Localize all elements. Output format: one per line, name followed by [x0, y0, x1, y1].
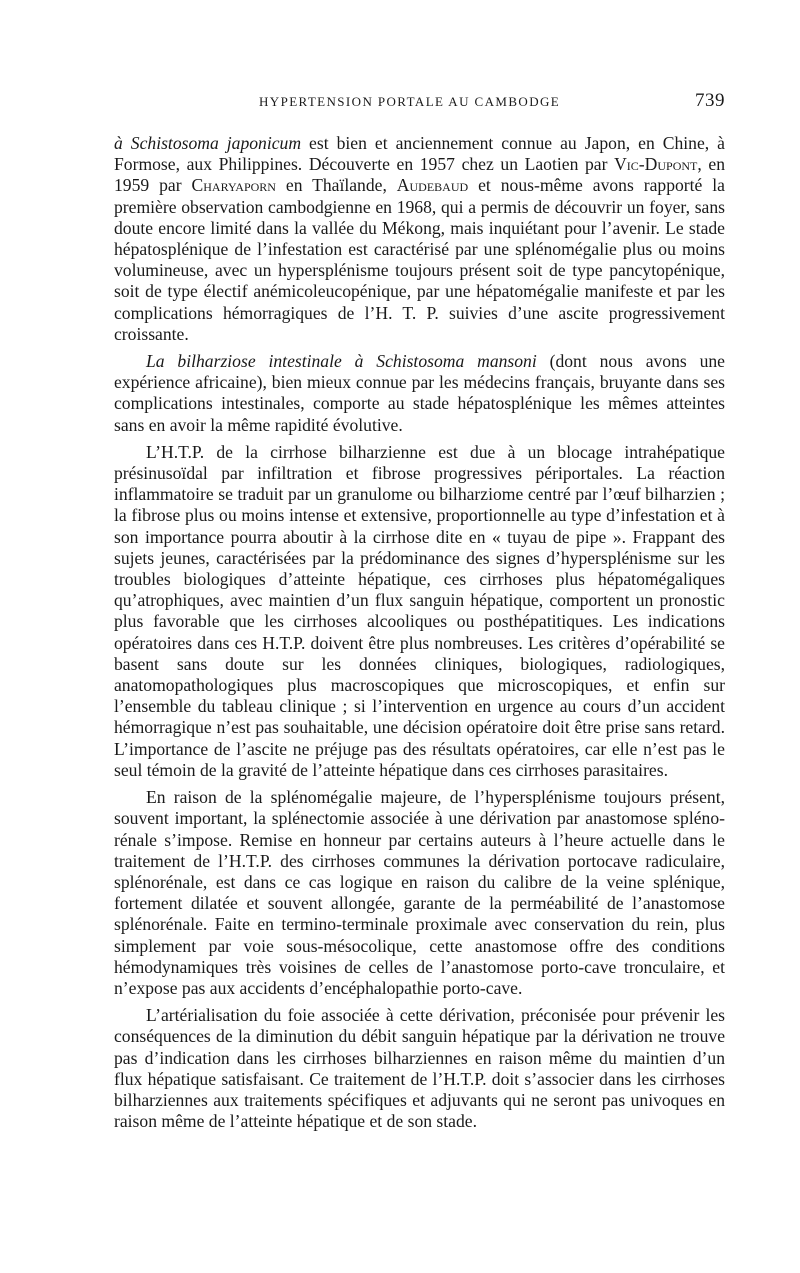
running-title: HYPERTENSION PORTALE AU CAMBODGE — [259, 94, 561, 109]
page-header — [114, 90, 725, 114]
paragraph-htp-cirrhose: L’H.T.P. de la cirrhose bilharzienne est due à un blocage intrahépatique présinusoïdal par infiltration et fibrose progressives périportales. La réaction inflammatoire se traduit par un granulome ou bilharziome centré par l’œuf bilharzien ; la fibrose plus ou moins intense et extensive, proportionnelle au type d’infestation et à son importance pourra aboutir à la cirrhose dite en « tuyau de pipe ». Frappant des sujets jeunes, caractérisées par la prédominance des signes d’hypersplénisme sur les troubles biologiques d’atteinte hépatique, ces cirrhoses plus hépatomégaliques qu’atrophiques, avec maintien d’un flux sanguin hépatique, comportent un pronostic plus favorable que les cirrhoses alcooliques ou posthépatitiques. Les indications opératoires dans ces H.T.P. doivent être plus nombreuses. Les critères d’opérabilité se basent sans doute sur les données cliniques, biologiques, radiologiques, anatomopathologiques plus macroscopiques que microscopiques, et enfin sur l’ensemble du tableau clinique ; si l’intervention en urgence au cours d’un accident hémorragique n’est pas souhaitable, une décision opératoire doit être prise sans retard. L’importance de l’ascite ne préjuge pas des résultats opératoires, car elle n’est pas le seul témoin de la gravité de l’atteinte hépatique dans ces cirrhoses parasitaires. — [114, 441, 725, 780]
paragraph-arterialisation: L’artérialisation du foie associée à cette dérivation, préconisée pour prévenir les conséquences de la diminution du débit sanguin hépatique par la dérivation ne trouve pas d’indication dans les cirrhoses bilharziennes en raison même du maintien d’un flux hépatique satisfaisant. Ce traitement de l’H.T.P. doit s’associer dans les cirrhoses bilharziennes aux traitements spécifiques et adjuvants qui ne seront pas univoques en raison même de l’atteinte hépatique et de son stade. — [114, 1005, 725, 1132]
paragraph-bilharziose-intestinale — [114, 351, 725, 436]
page-number: 739 — [695, 90, 725, 111]
paragraph-schistosoma-japonicum — [114, 133, 725, 345]
text-run: en Thaïlande, — [275, 175, 397, 196]
author-name: Vic-Dupont — [614, 154, 698, 175]
section-lead-italic: La bilharziose intestinale à Schistosoma mansoni — [146, 351, 537, 372]
species-name: à Schistosoma japonicum — [114, 133, 302, 153]
text-run: (dont nous avons une expérience africaine), bien mieux connue par les médecins français, bruyante dans ses complications intestinales, comporte au stade hépatosplénique les mêmes atteintes sans en avoir la même rapidité évolutive. — [114, 351, 725, 435]
body-text — [114, 133, 725, 1138]
paragraph-splenectomie: En raison de la splénomégalie majeure, de l’hypersplénisme toujours présent, souvent important, la splénectomie associée à une dérivation par anastomose spléno-rénale s’impose. Remise en honneur par certains auteurs à l’heure actuelle dans le traitement de l’H.T.P. des cirrhoses communes la dérivation portocave radiculaire, splénorénale, est dans ce cas logique en raison du calibre de la veine splénique, fortement dilatée et souvent allongée, garante de la perméabilité de l’anastomose splénorénale. Faite en termino-terminale proximale avec conservation du rein, plus simplement par voie sous-mésocolique, cette anastomose offre des conditions hémodynamiques très voisines de celles de l’anastomose porto-cave tronculaire, et n’expose pas aux accidents d’encéphalopathie porto-cave. — [114, 787, 725, 998]
author-name: Charyaporn — [191, 175, 276, 196]
text-run: , en 1959 par — [114, 154, 725, 196]
author-name: Audebaud — [396, 175, 469, 196]
text-run: est bien et anciennement connue au Japon, en Chine, à Formose, aux Philippines. Découverte en 1957 chez un Laotien par — [114, 133, 725, 175]
text-run: et nous-même avons rapporté la première observation cambodgienne en 1968, qui a permis de découvrir un foyer, sans doute encore limité dans la vallée du Mékong, mais inquiétant pour l’avenir. Le stade hépatosplénique de l’infestation est caractérisé par une splénomégalie plus ou moins volumineuse, avec un hypersplénisme toujours présent soit de type pancytopénique, soit de type électif anémicoleucopénique, par une hépatomégalie manifeste et par les complications hémorragiques de l’H. T. P. suivies d’une ascite progressivement croissante. — [114, 175, 725, 344]
